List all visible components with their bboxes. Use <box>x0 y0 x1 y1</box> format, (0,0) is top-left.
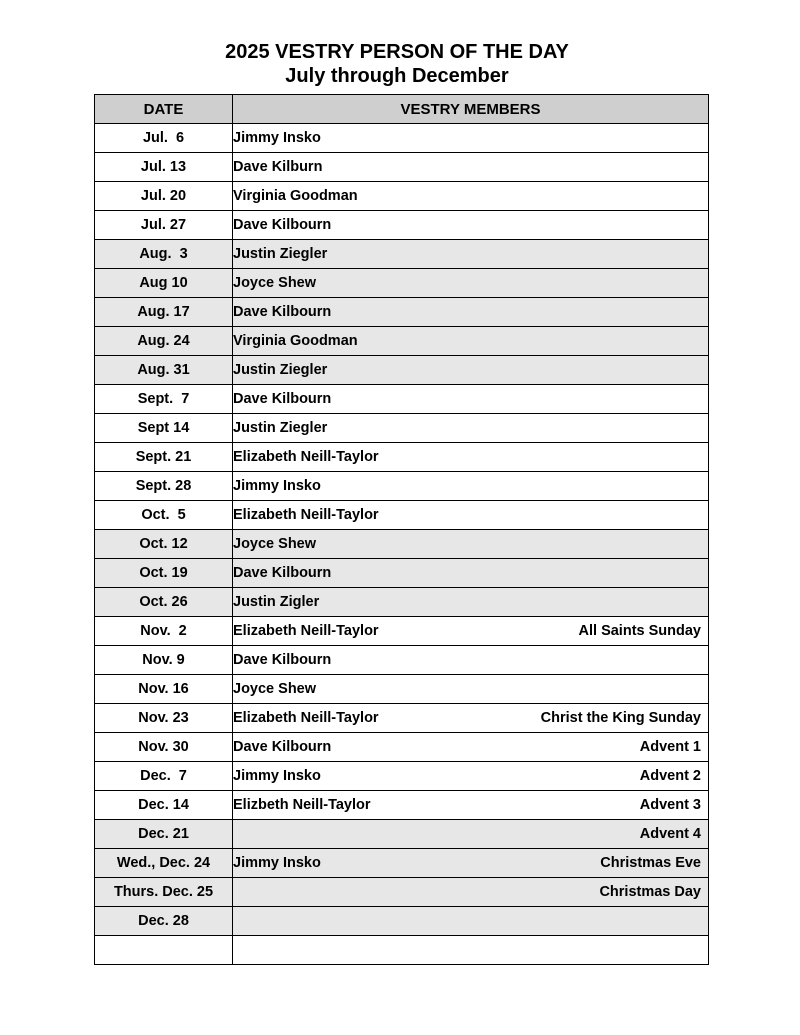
member-name: Joyce Shew <box>233 275 317 291</box>
occasion-note: Advent 4 <box>639 826 701 842</box>
date-cell: Sept. 21 <box>95 443 233 472</box>
date-cell: Jul. 27 <box>95 211 233 240</box>
member-cell <box>233 269 709 298</box>
member-cell <box>233 211 709 240</box>
table-row <box>95 588 709 617</box>
member-cell <box>233 327 709 356</box>
table-row <box>95 704 709 733</box>
table-row <box>95 675 709 704</box>
member-cell <box>233 907 709 936</box>
member-cell <box>233 385 709 414</box>
member-cell <box>233 646 709 675</box>
member-name: Jimmy Insko <box>233 768 321 784</box>
member-name: Elizbeth Neill-Taylor <box>233 797 371 813</box>
member-cell <box>233 878 709 907</box>
occasion-note: Christmas Day <box>599 884 701 900</box>
date-cell: Aug 10 <box>95 269 233 298</box>
table-row <box>95 907 709 936</box>
table-row <box>95 646 709 675</box>
table-row <box>95 124 709 153</box>
member-cell <box>233 733 709 762</box>
table-row <box>95 878 709 907</box>
table-row <box>95 501 709 530</box>
member-cell <box>233 849 709 878</box>
date-cell: Thurs. Dec. 25 <box>95 878 233 907</box>
member-name: Dave Kilbourn <box>233 304 332 320</box>
member-name: Jimmy Insko <box>233 478 321 494</box>
date-cell: Aug. 17 <box>95 298 233 327</box>
date-cell: Nov. 23 <box>95 704 233 733</box>
member-name: Justin Ziegler <box>233 362 328 378</box>
member-name: Elizabeth Neill-Taylor <box>233 449 379 465</box>
member-cell <box>233 356 709 385</box>
member-cell <box>233 501 709 530</box>
date-cell: Aug. 3 <box>95 240 233 269</box>
table-row <box>95 327 709 356</box>
member-cell <box>233 936 709 965</box>
table-row <box>95 356 709 385</box>
member-cell <box>233 559 709 588</box>
occasion-note: Christmas Eve <box>600 855 701 871</box>
member-name: Elizabeth Neill-Taylor <box>233 507 379 523</box>
table-row <box>95 298 709 327</box>
table-row <box>95 849 709 878</box>
date-cell: Nov. 2 <box>95 617 233 646</box>
member-cell <box>233 588 709 617</box>
member-cell <box>233 443 709 472</box>
date-cell: Wed., Dec. 24 <box>95 849 233 878</box>
member-cell <box>233 240 709 269</box>
occasion-note: Advent 2 <box>639 768 701 784</box>
member-cell <box>233 124 709 153</box>
table-row <box>95 559 709 588</box>
member-cell <box>233 182 709 211</box>
date-cell: Jul. 13 <box>95 153 233 182</box>
table-row <box>95 762 709 791</box>
member-name: Dave Kilbourn <box>233 652 332 668</box>
schedule-table <box>94 94 709 965</box>
date-cell: Oct. 19 <box>95 559 233 588</box>
member-cell <box>233 762 709 791</box>
occasion-note: All Saints Sunday <box>578 623 701 639</box>
member-name: Joyce Shew <box>233 536 317 552</box>
members-column-header: VESTRY MEMBERS <box>233 95 709 124</box>
date-column-header: DATE <box>95 95 233 124</box>
header-row <box>95 95 709 124</box>
member-cell <box>233 675 709 704</box>
date-cell: Sept 14 <box>95 414 233 443</box>
date-cell: Aug. 31 <box>95 356 233 385</box>
member-cell <box>233 414 709 443</box>
table-row <box>95 182 709 211</box>
table-row <box>95 791 709 820</box>
date-cell: Oct. 5 <box>95 501 233 530</box>
member-name: Virginia Goodman <box>233 333 358 349</box>
member-name: Dave Kilbourn <box>233 391 332 407</box>
date-cell: Oct. 26 <box>95 588 233 617</box>
table-row <box>95 414 709 443</box>
table-row <box>95 733 709 762</box>
member-cell <box>233 820 709 849</box>
occasion-note: Advent 3 <box>639 797 701 813</box>
member-cell <box>233 153 709 182</box>
title-line-2: July through December <box>285 65 509 87</box>
member-name: Justin Ziegler <box>233 246 328 262</box>
date-cell: Dec. 7 <box>95 762 233 791</box>
date-cell: Oct. 12 <box>95 530 233 559</box>
table-row <box>95 530 709 559</box>
member-cell <box>233 472 709 501</box>
member-name: Dave Kilburn <box>233 159 323 175</box>
date-cell: Dec. 14 <box>95 791 233 820</box>
table-row <box>95 153 709 182</box>
member-name: Dave Kilbourn <box>233 739 332 755</box>
member-cell <box>233 298 709 327</box>
occasion-note: Advent 1 <box>639 739 701 755</box>
member-name: Dave Kilbourn <box>233 565 332 581</box>
date-cell <box>95 936 233 965</box>
member-name: Justin Ziegler <box>233 420 328 436</box>
date-cell: Jul. 20 <box>95 182 233 211</box>
member-cell <box>233 704 709 733</box>
occasion-note: Christ the King Sunday <box>540 710 701 726</box>
date-cell: Jul. 6 <box>95 124 233 153</box>
date-cell: Nov. 30 <box>95 733 233 762</box>
table-row <box>95 240 709 269</box>
date-cell: Dec. 28 <box>95 907 233 936</box>
table-row <box>95 936 709 965</box>
date-cell: Nov. 9 <box>95 646 233 675</box>
table-row <box>95 269 709 298</box>
date-cell: Aug. 24 <box>95 327 233 356</box>
date-cell: Nov. 16 <box>95 675 233 704</box>
table-row <box>95 211 709 240</box>
member-name: Jimmy Insko <box>233 130 321 146</box>
member-name: Dave Kilbourn <box>233 217 332 233</box>
date-cell: Sept. 7 <box>95 385 233 414</box>
member-cell <box>233 791 709 820</box>
table-row <box>95 472 709 501</box>
title-line-1: 2025 VESTRY PERSON OF THE DAY <box>225 41 569 63</box>
table-row <box>95 385 709 414</box>
member-name: Justin Zigler <box>233 594 320 610</box>
page-title <box>0 40 794 88</box>
table-row <box>95 443 709 472</box>
member-name: Elizabeth Neill-Taylor <box>233 710 379 726</box>
member-cell <box>233 617 709 646</box>
member-name: Jimmy Insko <box>233 855 321 871</box>
date-cell: Sept. 28 <box>95 472 233 501</box>
table-row <box>95 820 709 849</box>
member-name: Joyce Shew <box>233 681 317 697</box>
member-cell <box>233 530 709 559</box>
table-row <box>95 617 709 646</box>
date-cell: Dec. 21 <box>95 820 233 849</box>
member-name: Virginia Goodman <box>233 188 358 204</box>
member-name: Elizabeth Neill-Taylor <box>233 623 379 639</box>
